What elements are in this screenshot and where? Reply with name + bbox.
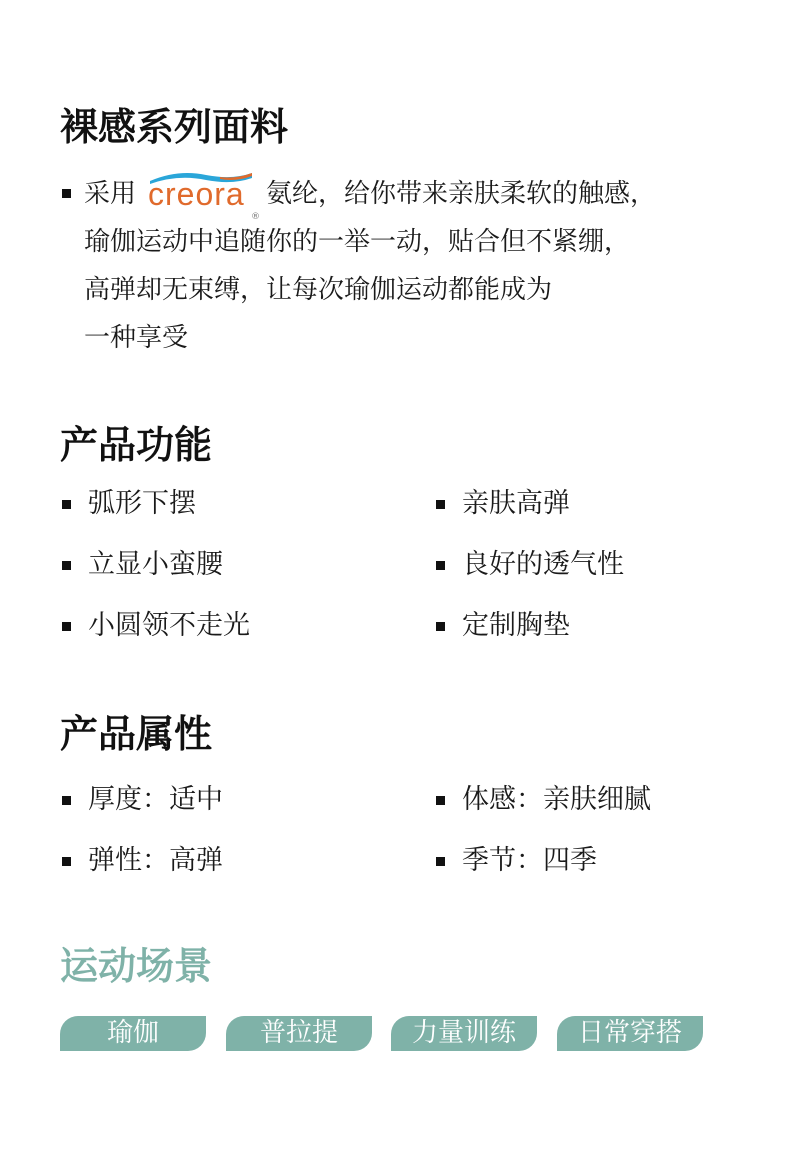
bullet-icon [62, 622, 71, 631]
attributes-section-title: 产品属性 [60, 712, 213, 756]
scenes-section-title: 运动场景 [60, 944, 213, 988]
function-label: 立显小蛮腰 [88, 549, 223, 580]
material-prefix: 采用 [84, 179, 137, 209]
function-label: 弧形下摆 [88, 488, 196, 519]
material-line-1: 氨纶，给你带来亲肤柔软的触感， [266, 179, 657, 209]
bullet-icon [62, 561, 71, 570]
material-line-4: 一种享受 [84, 323, 189, 353]
attribute-label: 季节：四季 [462, 845, 597, 876]
material-line-3: 高弹却无束缚，让每次瑜伽运动都能成为 [84, 275, 553, 305]
material-line-2: 瑜伽运动中追随你的一举一动，贴合但不紧绷， [84, 227, 631, 257]
bullet-icon [62, 796, 71, 805]
function-label: 亲肤高弹 [462, 488, 570, 519]
creora-logo-text: creora [148, 175, 245, 212]
attribute-label: 体感：亲肤细腻 [462, 784, 651, 815]
scene-tag-yoga: 瑜伽 [60, 1016, 206, 1051]
bullet-icon [62, 189, 71, 198]
attribute-label: 弹性：高弹 [88, 845, 223, 876]
material-section-title: 裸感系列面料 [60, 105, 289, 149]
scene-tag-strength-training: 力量训练 [391, 1016, 537, 1051]
registered-mark: ® [251, 211, 261, 222]
bullet-icon [436, 857, 445, 866]
function-label: 小圆领不走光 [88, 610, 250, 641]
material-description [60, 170, 760, 362]
scene-tag-pilates: 普拉提 [226, 1016, 372, 1051]
functions-section-title: 产品功能 [60, 423, 213, 467]
bullet-icon [62, 500, 71, 509]
bullet-icon [62, 857, 71, 866]
attribute-label: 厚度：适中 [88, 784, 223, 815]
bullet-icon [436, 561, 445, 570]
bullet-icon [436, 796, 445, 805]
scene-tag-daily-wear: 日常穿搭 [557, 1016, 703, 1051]
function-label: 定制胸垫 [462, 610, 570, 641]
bullet-icon [436, 500, 445, 509]
creora-logo [148, 171, 261, 222]
function-label: 良好的透气性 [462, 549, 624, 580]
bullet-icon [436, 622, 445, 631]
